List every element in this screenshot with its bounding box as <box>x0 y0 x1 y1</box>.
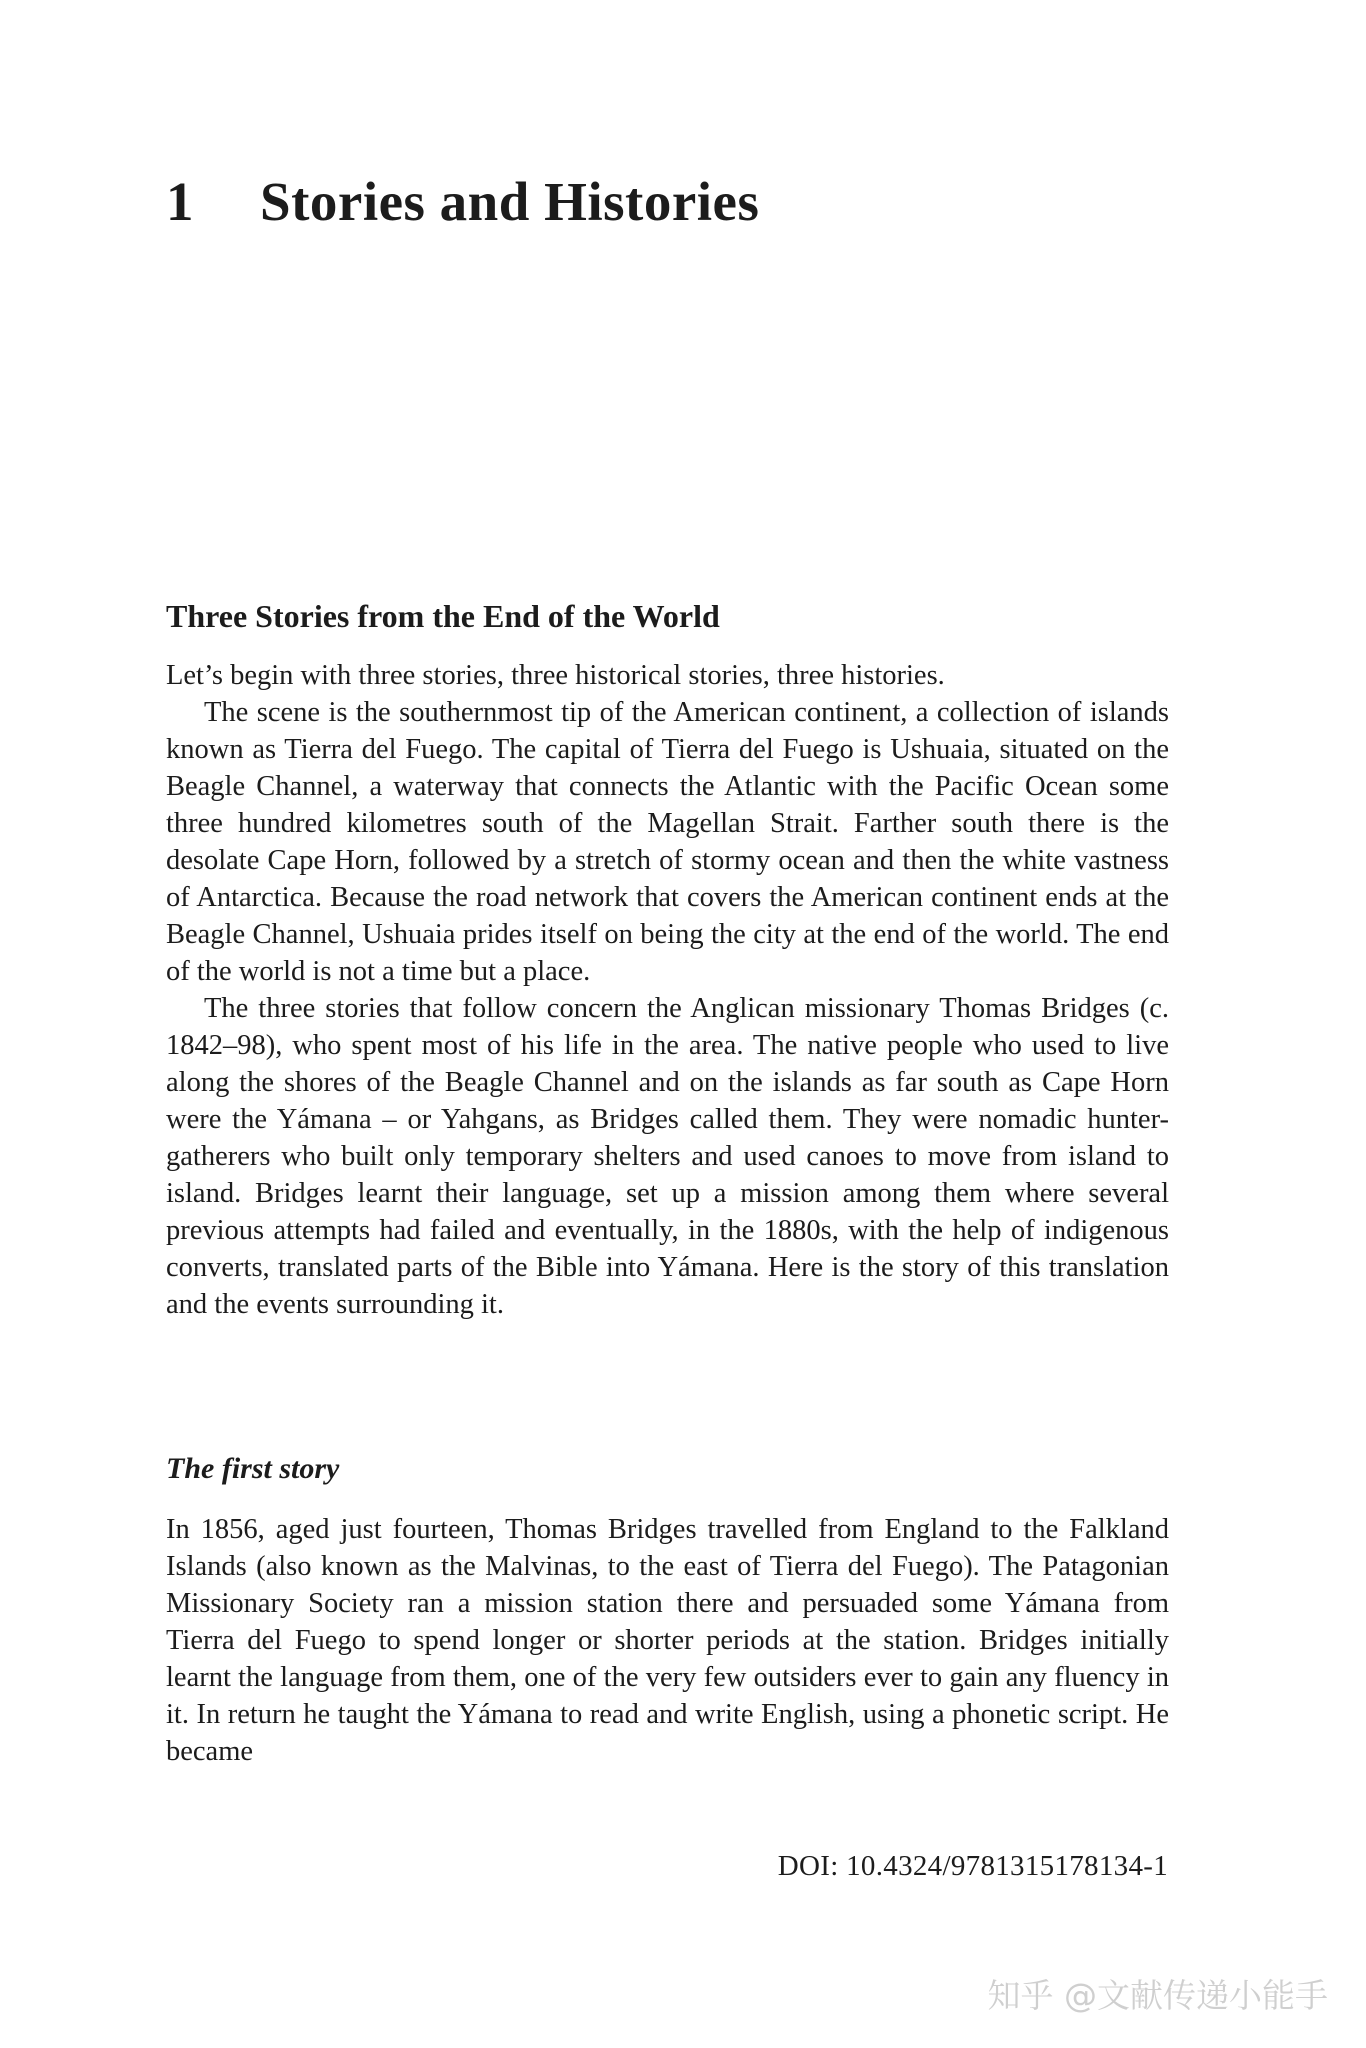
chapter-heading <box>166 170 759 233</box>
doi-footer: DOI: 10.4324/9781315178134-1 <box>777 1850 1168 1882</box>
chapter-number: 1 <box>166 171 194 232</box>
watermark-text: 知乎 @文献传递小能手 <box>987 1976 1328 2015</box>
section-heading: Three Stories from the End of the World <box>166 598 720 634</box>
chapter-title: Stories and Histories <box>260 171 760 232</box>
paragraph-scene: The scene is the southernmost tip of the American continent, a collection of islands known as Tierra del Fuego. The capital of Tierra del Fuego is Ushuaia, situated on the Beagle Channel, a waterway that connects the Atlantic with the Pacific Ocean some three hundred kilometres south of the Magellan Strait. Farther south there is the desolate Cape Horn, followed by a stretch of stormy ocean and then the white vastness of Antarctica. Because the road network that covers the American continent ends at the Beagle Channel, Ushuaia prides itself on being the city at the end of the world. The end of the world is not a time but a place. <box>166 697 1169 987</box>
paragraph-first-story: In 1856, aged just fourteen, Thomas Bridges travelled from England to the Falkland Islands (also known as the Malvinas, to the east of Tierra del Fuego). The Patagonian Missionary Society ran a mission station there and persuaded some Yámana from Tierra del Fuego to spend longer or shorter periods at the station. Bridges initially learnt the language from them, one of the very few outsiders ever to gain any fluency in it. In return he taught the Yámana to read and write English, using a phonetic script. He became <box>166 1514 1169 1767</box>
section-body <box>166 657 1169 1323</box>
paragraph-bridges: The three stories that follow concern the Anglican missionary Thomas Bridges (c. 1842–98), who spent most of his life in the area. The native people who used to live along the shores of the Beagle Channel and on the islands as far south as Cape Horn were the Yámana – or Yahgans, as Bridges called them. They were nomadic hunter-gatherers who built only temporary shelters and used canoes to move from island to island. Bridges learnt their language, set up a mission among them where several previous attempts had failed and eventually, in the 1880s, with the help of indigenous converts, translated parts of the Bible into Yámana. Here is the story of this translation and the events surrounding it. <box>166 993 1169 1320</box>
subsection-body <box>166 1511 1169 1770</box>
subsection-heading: The first story <box>166 1452 340 1485</box>
paragraph-intro: Let’s begin with three stories, three historical stories, three histories. <box>166 660 945 691</box>
